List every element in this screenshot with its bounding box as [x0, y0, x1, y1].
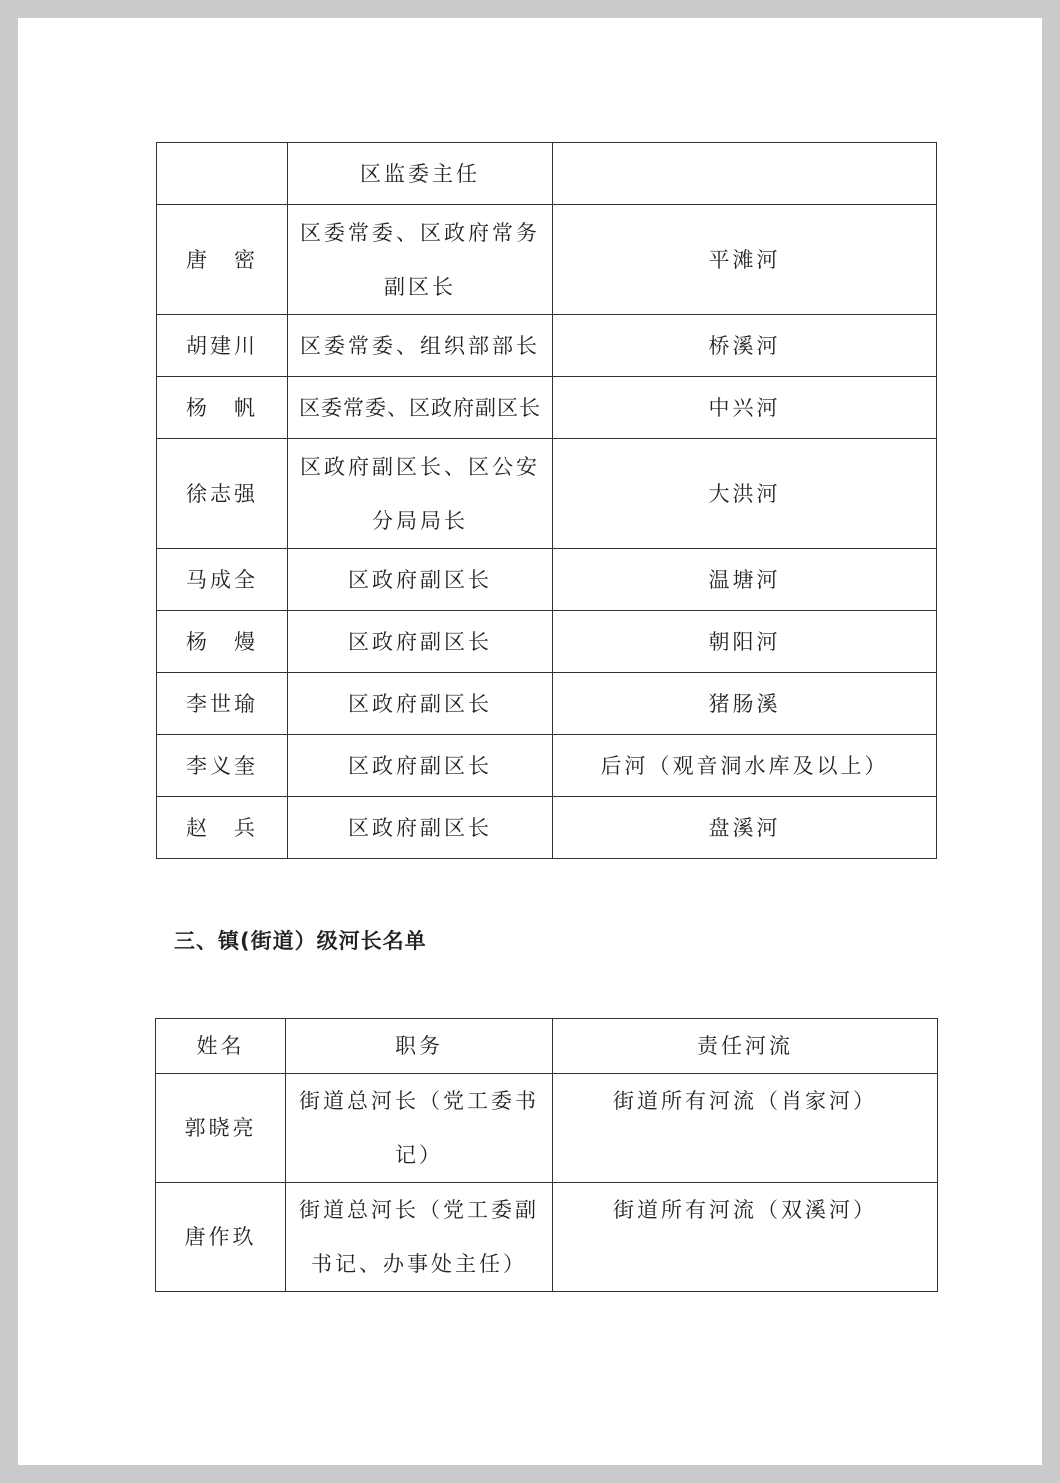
- river-cell: 桥溪河: [553, 315, 937, 377]
- header-river: 责任河流: [553, 1019, 938, 1074]
- table-header-row: [156, 1019, 938, 1074]
- name-cell: 胡建川: [157, 315, 288, 377]
- position-cell: 区委常委、组织部部长: [288, 315, 553, 377]
- river-cell: 后河（观音洞水库及以上）: [553, 735, 937, 797]
- table-row: [157, 143, 937, 205]
- river-cell: 朝阳河: [553, 611, 937, 673]
- table-row: [157, 797, 937, 859]
- table-row: [157, 549, 937, 611]
- river-cell: 平滩河: [553, 205, 937, 315]
- position-cell: 街道总河长（党工委副书记、办事处主任）: [286, 1183, 553, 1292]
- position-cell: 区委常委、区政府常务副区长: [288, 205, 553, 315]
- position-cell: 区政府副区长: [288, 611, 553, 673]
- position-cell: 区政府副区长: [288, 735, 553, 797]
- name-cell: 李世瑜: [157, 673, 288, 735]
- position-cell: 区政府副区长: [288, 549, 553, 611]
- position-cell: 区政府副区长、区公安分局局长: [288, 439, 553, 549]
- table-row: [157, 315, 937, 377]
- name-cell: 唐作玖: [156, 1183, 286, 1292]
- town-river-chief-table: [155, 1018, 938, 1292]
- section-heading: 三、镇(街道）级河长名单: [174, 929, 427, 953]
- table-row: [156, 1074, 938, 1183]
- name-cell: [157, 143, 288, 205]
- district-river-chief-table: [156, 142, 937, 859]
- name-cell: 马成全: [157, 549, 288, 611]
- header-name: 姓名: [156, 1019, 286, 1074]
- name-cell: 杨 熳: [157, 611, 288, 673]
- table-row: [157, 611, 937, 673]
- river-cell: 中兴河: [553, 377, 937, 439]
- position-cell: 区监委主任: [288, 143, 553, 205]
- name-cell: 赵 兵: [157, 797, 288, 859]
- river-cell: 大洪河: [553, 439, 937, 549]
- table-row: [156, 1183, 938, 1292]
- position-cell: 街道总河长（党工委书记）: [286, 1074, 553, 1183]
- table-row: [157, 205, 937, 315]
- river-cell: 街道所有河流（双溪河）: [553, 1183, 938, 1292]
- river-cell: [553, 143, 937, 205]
- name-cell: 李义奎: [157, 735, 288, 797]
- name-cell: 徐志强: [157, 439, 288, 549]
- river-cell: 盘溪河: [553, 797, 937, 859]
- table-row: [157, 439, 937, 549]
- table-row: [157, 377, 937, 439]
- position-cell: 区政府副区长: [288, 797, 553, 859]
- header-position: 职务: [286, 1019, 553, 1074]
- document-page: [18, 18, 1042, 1465]
- name-cell: 唐 密: [157, 205, 288, 315]
- river-cell: 街道所有河流（肖家河）: [553, 1074, 938, 1183]
- river-cell: 温塘河: [553, 549, 937, 611]
- table-row: [157, 673, 937, 735]
- name-cell: 郭晓亮: [156, 1074, 286, 1183]
- name-cell: 杨 帆: [157, 377, 288, 439]
- river-cell: 猪肠溪: [553, 673, 937, 735]
- position-cell: 区政府副区长: [288, 673, 553, 735]
- position-cell: 区委常委、区政府副区长: [288, 377, 553, 439]
- table-row: [157, 735, 937, 797]
